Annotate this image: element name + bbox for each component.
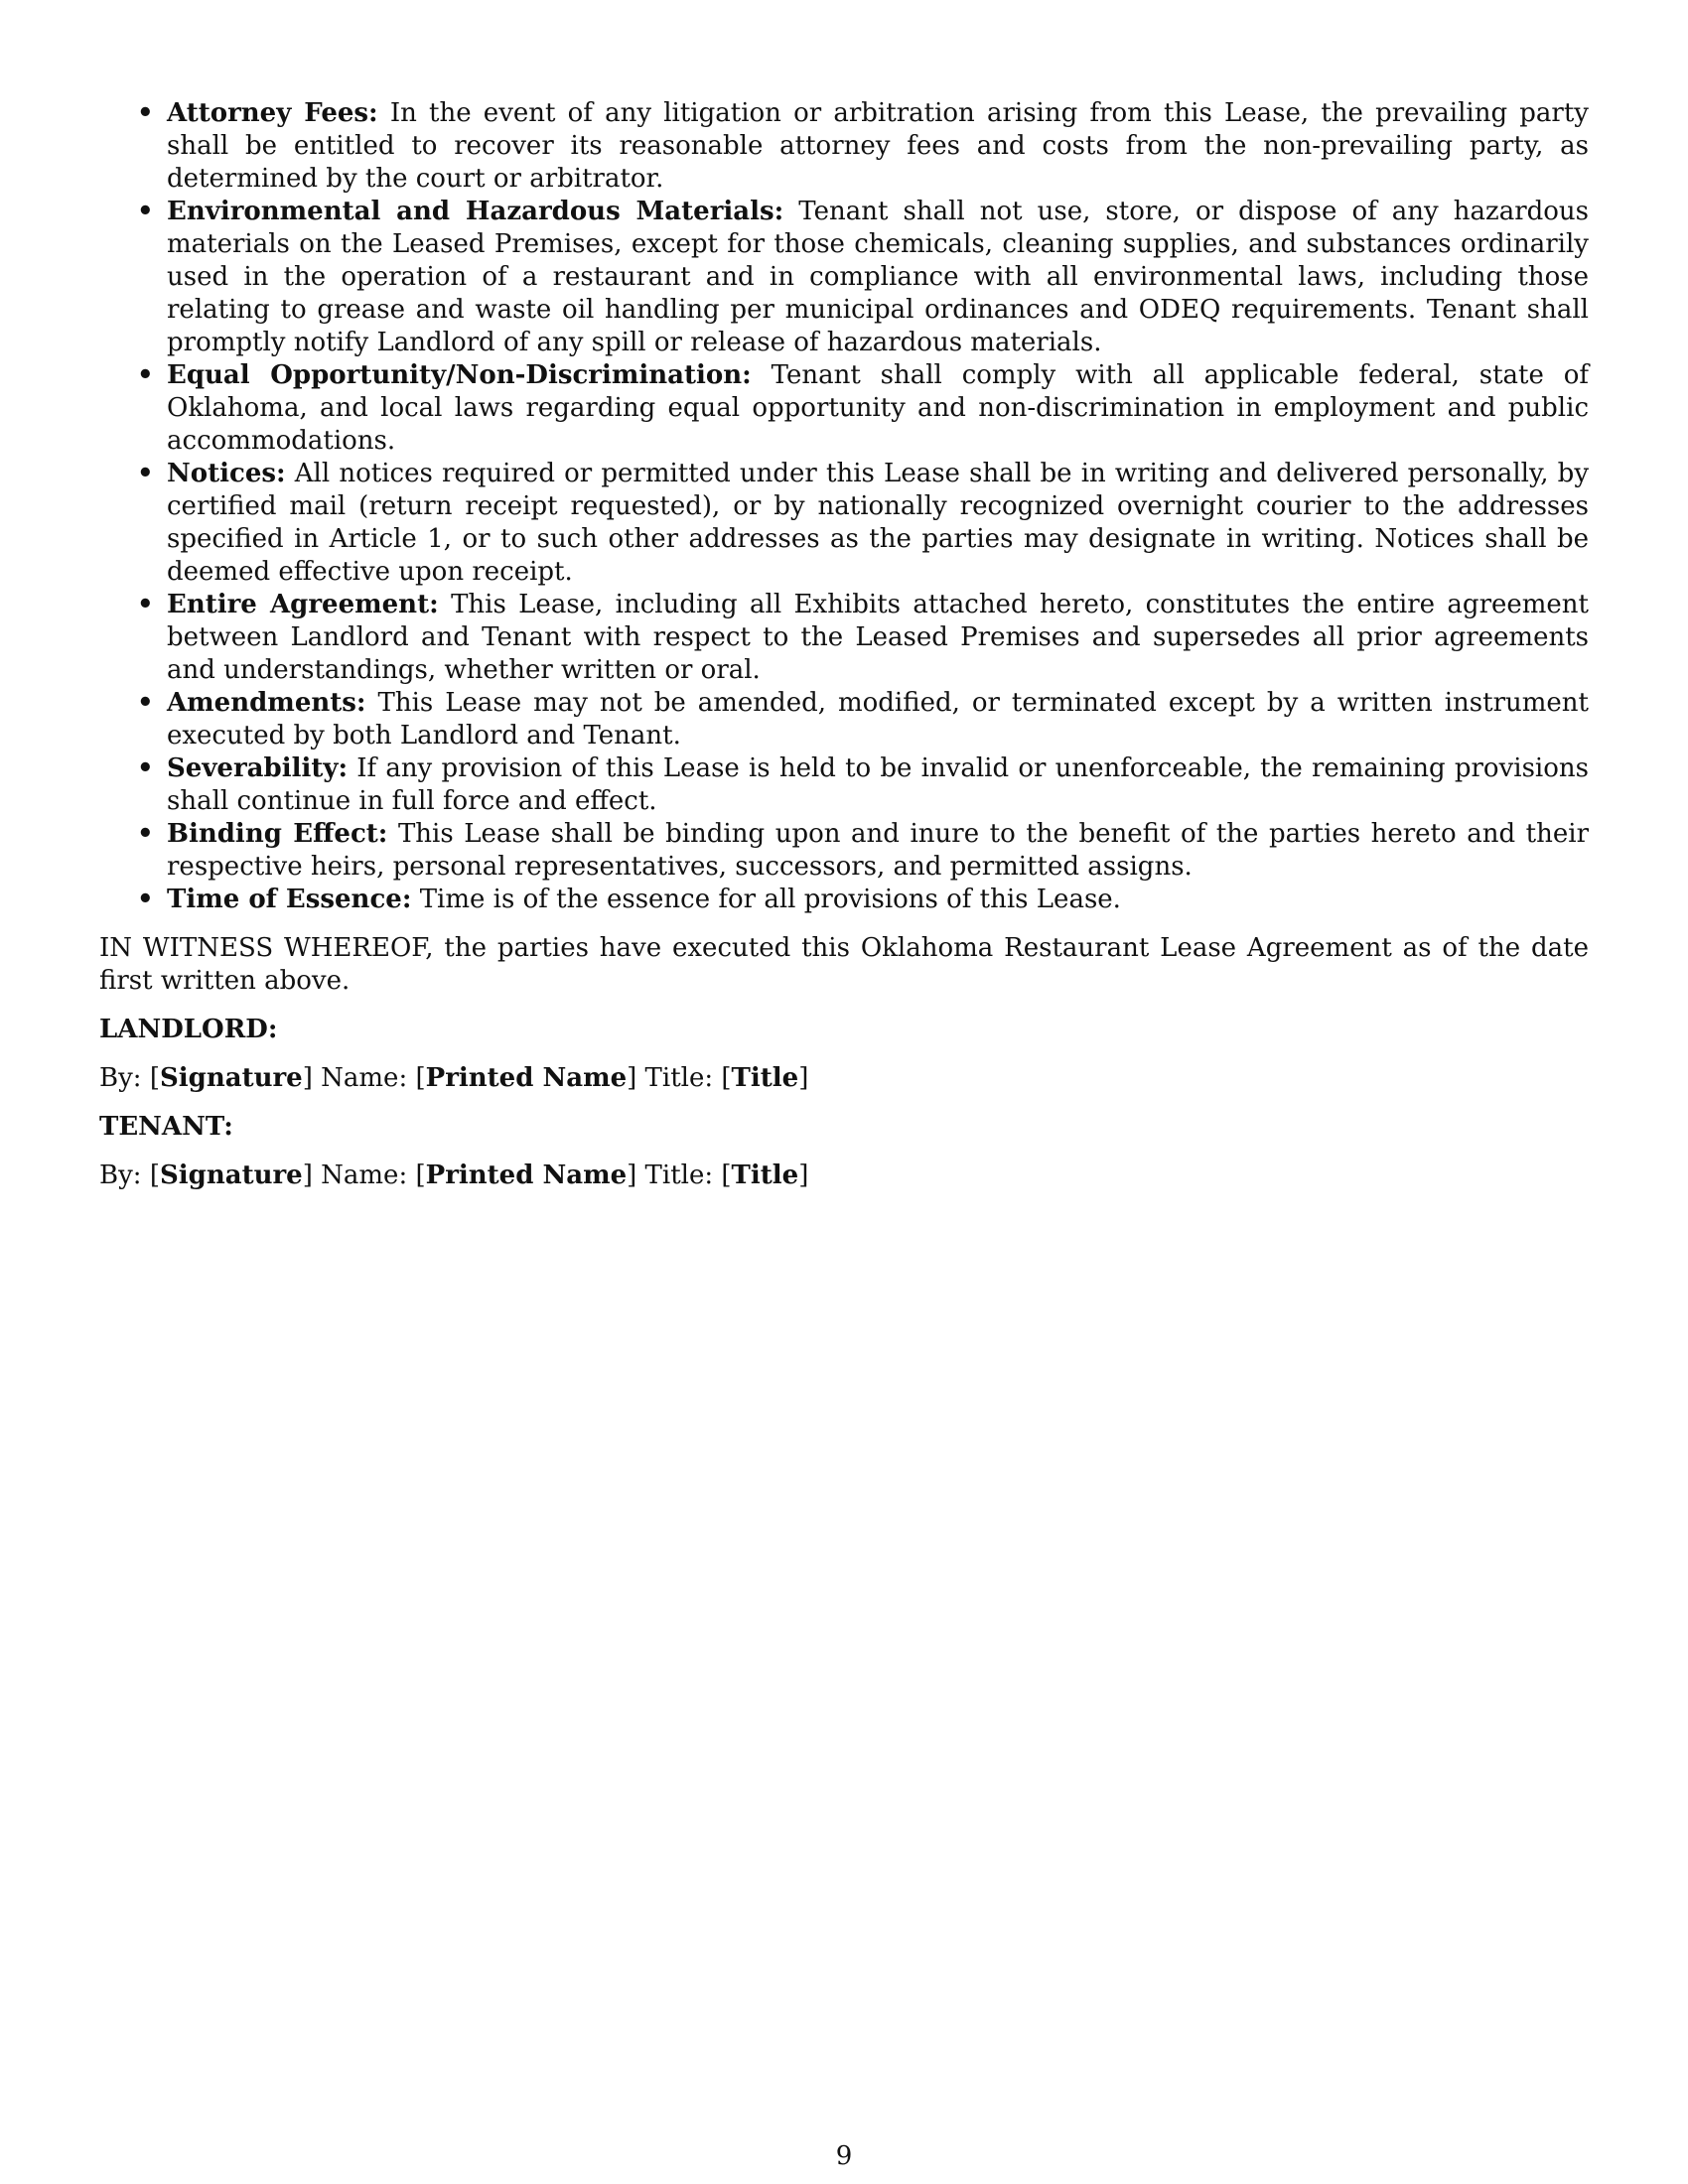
by-label: By:: [99, 1063, 142, 1093]
clause-text: Time is of the essence for all provisions of this Lease.: [419, 885, 1121, 914]
clause-item: [167, 818, 1589, 884]
bracket-open: [: [721, 1063, 732, 1093]
by-label: By:: [99, 1160, 142, 1190]
clause-item: [167, 359, 1589, 458]
clause-text: This Lease, including all Exhibits attached hereto, constitutes the entire agreement between Landlord and Tenant with respect to the Leased Premises and supersedes all prior agreements and understandings, whether written or oral.: [167, 590, 1589, 685]
clause-item: [167, 687, 1589, 752]
clause-term: Entire Agreement:: [167, 590, 439, 619]
clause-text: In the event of any litigation or arbitration arising from this Lease, the prevailing party shall be entitled to recover its reasonable attorney fees and costs from the non-prevailing party, as determined by the court or arbitrator.: [167, 98, 1589, 194]
clause-item: [167, 458, 1589, 589]
name-label: Name:: [321, 1063, 408, 1093]
bracket-open: [: [721, 1160, 732, 1190]
clause-term: Time of Essence:: [167, 885, 412, 914]
bracket-close: ]: [627, 1063, 637, 1093]
title-label: Title:: [644, 1063, 714, 1093]
title-label: Title:: [644, 1160, 714, 1190]
bracket-close: ]: [798, 1160, 809, 1190]
bracket-open: [: [149, 1160, 160, 1190]
name-label: Name:: [321, 1160, 408, 1190]
tenant-signature-placeholder: Signature: [159, 1160, 303, 1190]
clause-item: [167, 752, 1589, 818]
clause-item: [167, 884, 1589, 916]
clause-text: Tenant shall not use, store, or dispose of any hazardous materials on the Leased Premises, except for those chemicals, cleaning supplies, and substances ordinarily used in the operation of a restaurant and in compliance with all environmental laws, including those relating to grease and waste oil handling per municipal ordinances and ODEQ requirements. Tenant shall promptly notify Landlord of any spill or release of hazardous materials.: [167, 197, 1590, 357]
landlord-title-placeholder: Title: [731, 1063, 799, 1093]
clause-text: Tenant shall comply with all applicable federal, state of Oklahoma, and local laws regarding equal opportunity and non-discrimination in employment and public accommodations.: [167, 360, 1590, 456]
bracket-open: [: [415, 1160, 426, 1190]
document-page: [99, 97, 1589, 1192]
landlord-heading: LANDLORD:: [99, 1015, 278, 1044]
clause-term: Notices:: [167, 459, 286, 488]
landlord-printed-name-placeholder: Printed Name: [425, 1063, 628, 1093]
landlord-signature-line: [99, 1062, 1589, 1095]
clause-term: Attorney Fees:: [167, 98, 378, 128]
clause-term: Amendments:: [167, 688, 366, 718]
bracket-close: ]: [302, 1160, 313, 1190]
bracket-close: ]: [302, 1063, 313, 1093]
clause-list: [99, 97, 1589, 916]
clause-text: This Lease shall be binding upon and inure to the benefit of the parties hereto and their respective heirs, personal representatives, successors, and permitted assigns.: [167, 819, 1589, 882]
tenant-printed-name-placeholder: Printed Name: [425, 1160, 628, 1190]
tenant-heading: TENANT:: [99, 1112, 233, 1142]
clause-item: [167, 196, 1589, 359]
landlord-signature-placeholder: Signature: [159, 1063, 303, 1093]
tenant-title-placeholder: Title: [731, 1160, 799, 1190]
witness-paragraph: IN WITNESS WHEREOF, the parties have executed this Oklahoma Restaurant Lease Agreement as of the date first written above.: [99, 933, 1589, 996]
clause-term: Environmental and Hazardous Materials:: [167, 197, 784, 226]
bracket-close: ]: [627, 1160, 637, 1190]
clause-term: Severability:: [167, 753, 349, 783]
clause-text: All notices required or permitted under this Lease shall be in writing and delivered personally, by certified mail (return receipt requested), or by nationally recognized overnight courier to the addresses specified in Article 1, or to such other addresses as the parties may designate in writing. Notices shall be deemed effective upon receipt.: [167, 459, 1590, 587]
clause-term: Equal Opportunity/Non-Discrimination:: [167, 360, 752, 390]
clause-item: [167, 589, 1589, 687]
clause-text: This Lease may not be amended, modified, or terminated except by a written instrument executed by both Landlord and Tenant.: [167, 688, 1589, 751]
bracket-open: [: [415, 1063, 426, 1093]
bracket-close: ]: [798, 1063, 809, 1093]
clause-text: If any provision of this Lease is held to be invalid or unenforceable, the remaining provisions shall continue in full force and effect.: [167, 753, 1589, 816]
page-number: 9: [835, 2141, 853, 2171]
bracket-open: [: [149, 1063, 160, 1093]
clause-term: Binding Effect:: [167, 819, 388, 849]
tenant-signature-line: [99, 1160, 1589, 1192]
clause-item: [167, 97, 1589, 196]
